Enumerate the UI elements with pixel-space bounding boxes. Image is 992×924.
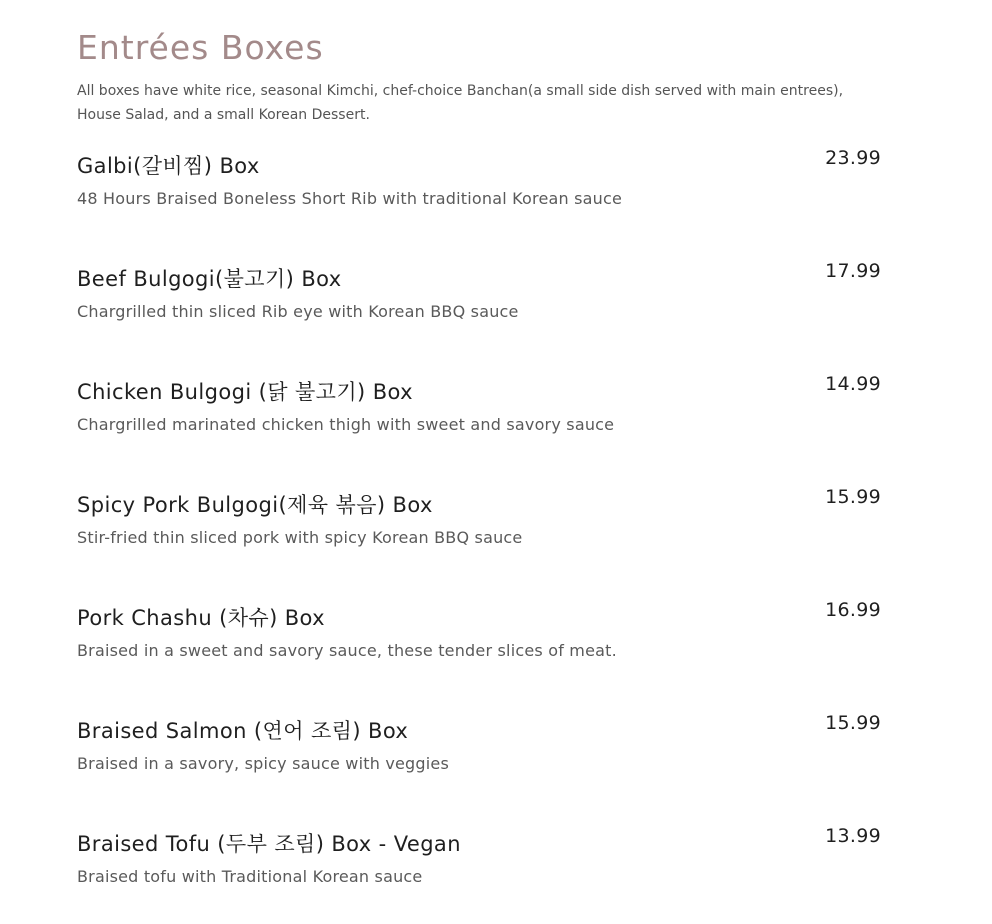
item-description: Braised in a sweet and savory sauce, these tender slices of meat. [77,641,617,660]
item-price: 14.99 [825,373,881,395]
item-description: Braised in a savory, spicy sauce with veggies [77,754,449,773]
section-note: All boxes have white rice, seasonal Kimchi, chef-choice Banchan(a small side dish served with main entrees), House Salad, and a small Korean Dessert. [77,83,844,123]
menu-item-braised-tofu-box [77,825,883,908]
menu-item-chicken-bulgogi-box [77,373,883,456]
item-price: 16.99 [825,599,881,621]
item-price: 17.99 [825,260,881,282]
menu-item-spicy-pork-bulgogi-box [77,486,883,569]
menu-item-galbi-box [77,147,883,230]
item-description: Stir-fried thin sliced pork with spicy Korean BBQ sauce [77,528,523,547]
menu-item-pork-chashu-box [77,599,883,682]
item-name: Chicken Bulgogi (닭 불고기) Box [77,380,413,404]
menu-item-beef-bulgogi-box [77,260,883,343]
item-description: Chargrilled thin sliced Rib eye with Korean BBQ sauce [77,302,519,321]
item-description: 48 Hours Braised Boneless Short Rib with traditional Korean sauce [77,189,623,208]
item-name: Galbi(갈비찜) Box [77,154,260,178]
menu-item-braised-salmon-box [77,712,883,795]
item-description: Chargrilled marinated chicken thigh with sweet and savory sauce [77,415,615,434]
item-name: Spicy Pork Bulgogi(제육 볶음) Box [77,493,433,517]
item-description: Braised tofu with Traditional Korean sauce [77,867,423,886]
item-name: Braised Salmon (연어 조림) Box [77,719,409,743]
section-title: Entrées Boxes [77,28,324,67]
item-price: 15.99 [825,712,881,734]
item-name: Beef Bulgogi(불고기) Box [77,267,342,291]
item-price: 23.99 [825,147,881,169]
item-price: 13.99 [825,825,881,847]
item-name: Pork Chashu (차슈) Box [77,606,325,630]
item-price: 15.99 [825,486,881,508]
item-name: Braised Tofu (두부 조림) Box - Vegan [77,832,461,856]
